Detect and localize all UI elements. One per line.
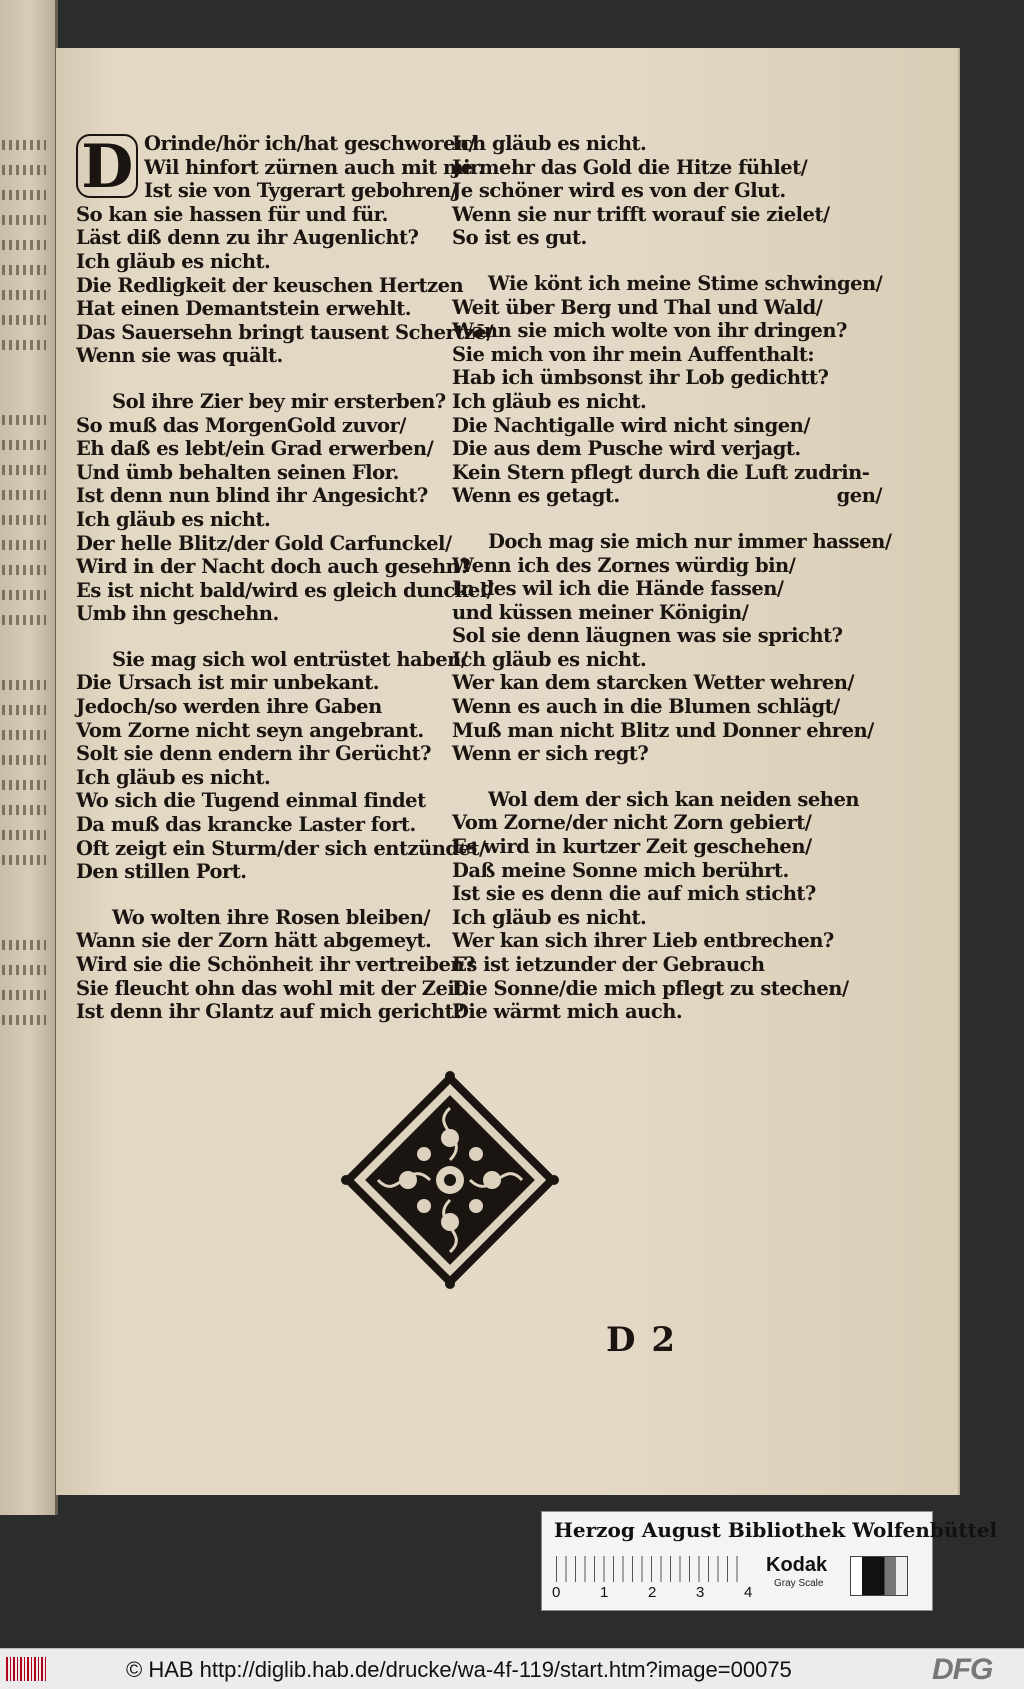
verse-line: Wol dem der sich kan neiden sehen <box>488 787 860 811</box>
verse-line: Und ümb behalten seinen Flor. <box>76 460 399 484</box>
verse-line: Es wird in kurtzer Zeit geschehen/ <box>452 835 812 859</box>
ruler-number: 0 <box>552 1584 561 1601</box>
previous-page-edge <box>0 0 58 1515</box>
verse-line: Ich gläub es nicht. <box>452 905 647 929</box>
text-fragment <box>2 290 46 300</box>
verse-line: Die Ursach ist mir unbekant. <box>76 671 380 695</box>
measurement-ruler <box>556 1556 746 1582</box>
verse-line: Vom Zorne nicht seyn angebrant. <box>76 718 424 742</box>
verse-line: Kein Stern pflegt durch die Luft zudrin- <box>452 460 870 484</box>
text-fragment <box>2 965 46 975</box>
text-fragment <box>2 465 46 475</box>
verse-line: Wer kan sich ihrer Lieb entbrechen? <box>452 929 834 953</box>
kodak-brand: Kodak <box>766 1554 828 1576</box>
verse-line: Ich gläub es nicht. <box>76 249 271 273</box>
text-fragment <box>2 590 46 600</box>
stanza-gap <box>452 250 912 272</box>
verse-line: Umb ihn geschehn. <box>76 602 279 626</box>
right-column <box>452 132 912 1024</box>
ruler-number: 3 <box>696 1584 705 1601</box>
verse-line: Sie mag sich wol entrüstet haben/ <box>112 647 468 671</box>
verse-line: Hat einen Demantstein erwehlt. <box>76 297 412 321</box>
verse-line: So kan sie hassen für und für. <box>76 202 388 226</box>
verse-line: So ist es gut. <box>452 226 587 250</box>
text-fragment <box>2 680 46 690</box>
verse-line: So muß das MorgenGold zuvor/ <box>76 413 406 437</box>
text-fragment <box>2 440 46 450</box>
stanza-gap <box>76 884 506 906</box>
gray-scale-label: Gray Scale <box>774 1578 824 1589</box>
color-calibration-bar <box>541 1511 998 1611</box>
verse-line: Wenn er sich regt? <box>452 742 649 766</box>
verse-line: Wer kan dem starcken Wetter wehren/ <box>452 671 855 695</box>
verse-line: Es ist nicht bald/wird es gleich dunckel/ <box>76 578 494 602</box>
text-fragment <box>2 165 46 175</box>
text-fragment <box>2 940 46 950</box>
text-fragment <box>2 805 46 815</box>
text-fragment <box>2 140 46 150</box>
verse-line: Wann sie der Zorn hätt abgemeyt. <box>76 929 432 953</box>
footer-bar <box>0 1648 1024 1689</box>
text-fragment <box>2 705 46 715</box>
verse-line: Wil hinfort zürnen auch mit mir. <box>144 155 485 179</box>
verse-line: Weit über Berg und Thal und Wald/ <box>452 295 823 319</box>
stanza-gap <box>76 368 506 390</box>
verse-line: und küssen meiner Königin/ <box>452 600 749 624</box>
verse-line: Ich gläub es nicht. <box>76 765 271 789</box>
verse-line: Hab ich ümbsonst ihr Lob gedichtt? <box>452 366 829 390</box>
left-column <box>76 132 506 1024</box>
verse-line: Den stillen Port. <box>76 860 247 884</box>
verse-line: Der helle Blitz/der Gold Carfunckel/ <box>76 531 452 555</box>
verse-line: Die Redligkeit der keuschen Hertzen <box>76 273 464 297</box>
verse-line: Eh daß es lebt/ein Grad erwerben/ <box>76 437 434 461</box>
verse-line: Ist sie von Tygerart gebohren/ <box>144 179 458 203</box>
gray-swatch <box>850 1556 908 1596</box>
verse-line: Die Sonne/die mich pflegt zu stechen/ <box>452 976 849 1000</box>
verse-line: Wenn ich des Zornes würdig bin/ <box>452 553 796 577</box>
dfg-logo: DFG <box>932 1653 993 1686</box>
verse-line: Oft zeigt ein Sturm/der sich entzündet/ <box>76 836 486 860</box>
barcode-icon <box>6 1657 46 1681</box>
text-fragment <box>2 540 46 550</box>
library-title: Herzog August Bibliothek Wolfenbüttel <box>554 1518 998 1542</box>
verse-line: Läst diß denn zu ihr Augenlicht? <box>76 226 419 250</box>
verse-tail: gen/ <box>836 484 882 508</box>
footer-citation[interactable]: © HAB http://diglib.hab.de/drucke/wa-4f-119/start.htm?image=00075 <box>126 1657 792 1682</box>
text-fragment <box>2 780 46 790</box>
verse-line: In des wil ich die Hände fassen/ <box>452 577 784 601</box>
text-fragment <box>2 855 46 865</box>
text-fragment <box>2 340 46 350</box>
text-fragment <box>2 190 46 200</box>
verse-line: Ich gläub es nicht. <box>452 389 647 413</box>
stanza-gap <box>76 626 506 648</box>
printer-ornament <box>338 1068 562 1292</box>
text-fragment <box>2 215 46 225</box>
verse-line: Die Nachtigalle wird nicht singen/ <box>452 413 810 437</box>
verse-line: Wann sie mich wolte von ihr dringen? <box>452 319 847 343</box>
verse-line: Wo wolten ihre Rosen bleiben/ <box>112 905 430 929</box>
verse-line: Orinde/hör ich/hat geschworen/ <box>144 132 476 155</box>
ruler-number: 4 <box>744 1584 753 1601</box>
ruler-number: 2 <box>648 1584 657 1601</box>
verse-line: Sie fleucht ohn das wohl mit der Zeit. <box>76 976 470 1000</box>
text-fragment <box>2 315 46 325</box>
text-fragment <box>2 515 46 525</box>
stanza-gap <box>452 508 912 530</box>
verse-line: Wenn es auch in die Blumen schlägt/ <box>452 695 840 719</box>
text-fragment <box>2 730 46 740</box>
text-fragment <box>2 755 46 765</box>
verse-line: Wird in der Nacht doch auch gesehn? <box>76 555 471 579</box>
verse-line: Da muß das krancke Laster fort. <box>76 813 416 837</box>
verse-line: Wird sie die Schönheit ihr vertreiben? <box>76 953 475 976</box>
verse-line: Vom Zorne/der nicht Zorn gebiert/ <box>452 811 812 835</box>
verse-line: Doch mag sie mich nur immer hassen/ <box>488 529 892 553</box>
verse-line: Solt sie denn endern ihr Gerücht? <box>76 742 432 766</box>
verse-line: Jedoch/so werden ihre Gaben <box>76 695 382 719</box>
text-fragment <box>2 830 46 840</box>
verse-line: Je mehr das Gold die Hitze fühlet/ <box>452 155 808 179</box>
verse-line: Daß meine Sonne mich berührt. <box>452 858 789 882</box>
verse-line: Ist sie es denn die auf mich sticht? <box>452 882 816 906</box>
verse-text: Wenn es getagt. <box>452 484 620 508</box>
verse-line: Ist denn ihr Glantz auf mich gericht? <box>76 1000 465 1024</box>
verse-line: Muß man nicht Blitz und Donner ehren/ <box>452 718 874 742</box>
verse-line: Ich gläub es nicht. <box>76 507 271 531</box>
verse-line: Ich gläub es nicht. <box>452 647 647 671</box>
verse-line: Wie könt ich meine Stime schwingen/ <box>488 271 883 295</box>
verse-line: Ich gläub es nicht. <box>452 132 647 155</box>
verse-line: Sol ihre Zier bey mir ersterben? <box>112 389 446 413</box>
text-fragment <box>2 415 46 425</box>
dropcap-initial: D <box>76 134 138 198</box>
text-fragment <box>2 565 46 575</box>
verse-line: Sol sie denn läugnen was sie spricht? <box>452 624 843 648</box>
stanza-gap <box>452 766 912 788</box>
text-fragment <box>2 265 46 275</box>
verse-line: Je schöner wird es von der Glut. <box>452 179 786 203</box>
verse-line: Die wärmt mich auch. <box>452 1000 683 1024</box>
verse-line: Ist denn nun blind ihr Angesicht? <box>76 484 428 508</box>
verse-line: Wenn sie nur trifft worauf sie zielet/ <box>452 202 830 226</box>
text-fragment <box>2 240 46 250</box>
verse-line: Es ist ietzunder der Gebrauch <box>452 953 765 976</box>
book-page <box>56 48 958 1495</box>
signature-mark: D 2 <box>606 1320 677 1360</box>
text-fragment <box>2 490 46 500</box>
text-fragment <box>2 1015 46 1025</box>
verse-line: Die aus dem Pusche wird verjagt. <box>452 437 801 461</box>
text-fragment <box>2 615 46 625</box>
ruler-number: 1 <box>600 1584 609 1601</box>
verse-line <box>452 484 912 508</box>
text-fragment <box>2 990 46 1000</box>
verse-line: Sie mich von ihr mein Auffenthalt: <box>452 342 815 366</box>
verse-line: Das Sauersehn bringt tausent Schertzē/ <box>76 320 493 344</box>
verse-line: Wo sich die Tugend einmal findet <box>76 789 426 813</box>
verse-line: Wenn sie was quält. <box>76 344 283 368</box>
